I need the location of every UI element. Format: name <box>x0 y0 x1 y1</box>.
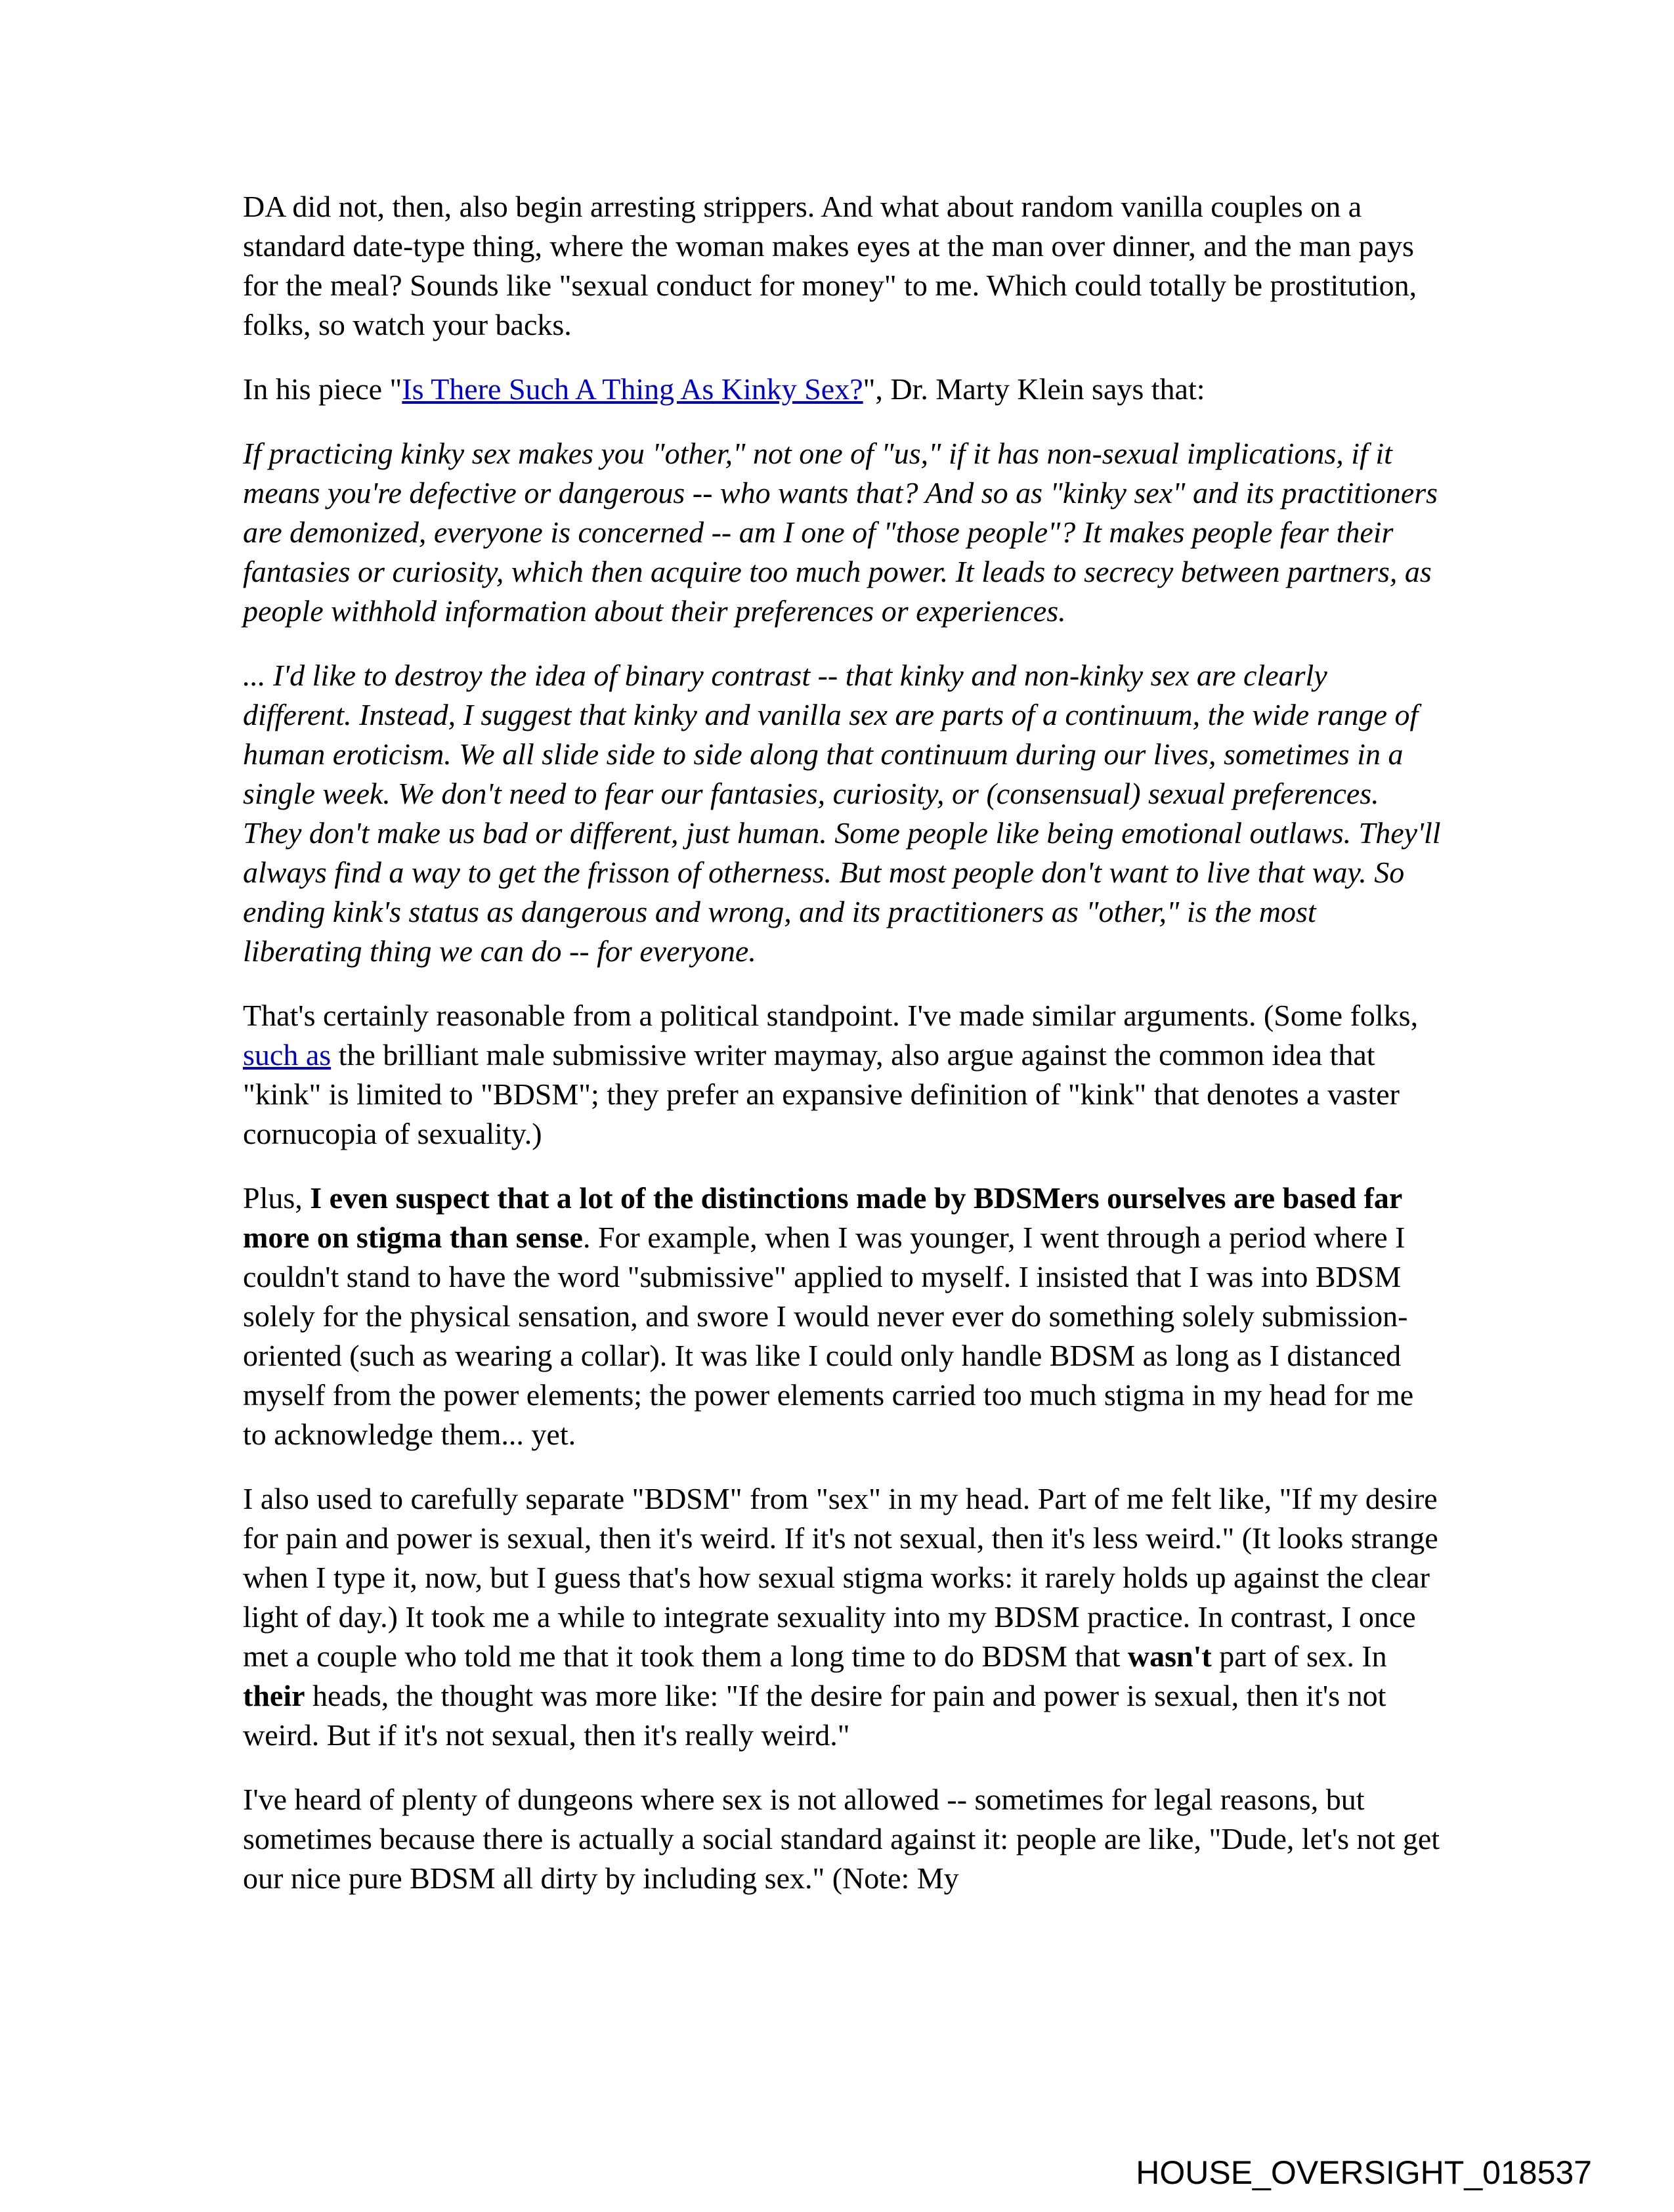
paragraph-stigma-suspect <box>243 1179 1441 1454</box>
text-segment-4: heads, the thought was more like: "If the desire for pain and power is sexual, then it's not weird. But if it's not sexual, then it's really weird." <box>243 1679 1386 1752</box>
bold-wasnt: wasn't <box>1127 1639 1212 1673</box>
text-segment-pre: In his piece " <box>243 372 402 406</box>
text-segment-post: the brilliant male submissive writer maymay, also argue against the common idea that "kink" is limited to "BDSM"; they prefer an expansive definition of "kink" that denotes a vaster cornucopia of sexuality.) <box>243 1038 1400 1150</box>
bold-stigma-claim: I even suspect that a lot of the distinctions made by BDSMers ourselves are based far more on stigma than sense <box>243 1181 1402 1254</box>
text-segment-pre: Plus, <box>243 1181 311 1215</box>
paragraph-klein-intro <box>243 370 1441 409</box>
blockquote-klein-1: If practicing kinky sex makes you "other," not one of "us," if it has non-sexual implications, if it means you're defective or dangerous -- who wants that? And so as "kinky sex" and its practitioners are demonized, everyone is concerned -- am I one of "those people"? It makes people fear their fantasies or curiosity, which then acquire too much power. It leads to secrecy between partners, as people withhold information about their preferences or experiences. <box>243 437 1438 628</box>
text-segment-2: part of sex. In <box>1211 1639 1387 1673</box>
bold-their: their <box>243 1679 305 1712</box>
paragraph-reasonable-standpoint <box>243 996 1441 1154</box>
text-segment-post: ", Dr. Marty Klein says that: <box>863 372 1205 406</box>
paragraph-strippers: DA did not, then, also begin arresting strippers. And what about random vanilla couples on a standard date-type thing, where the woman makes eyes at the man over dinner, and the man pays for the meal? Sounds like "sexual conduct for money" to me. Which could totally be prostitution, folks, so watch your backs. <box>243 190 1417 341</box>
kinky-sex-article-link[interactable]: Is There Such A Thing As Kinky Sex? <box>402 372 863 406</box>
bates-number: HOUSE_OVERSIGHT_018537 <box>1136 2154 1592 2191</box>
text-segment-pre: That's certainly reasonable from a political standpoint. I've made similar arguments. (Some folks, <box>243 999 1419 1032</box>
document-body <box>243 187 1441 1923</box>
paragraph-separate-bdsm-sex <box>243 1479 1441 1755</box>
text-segment-post: . For example, when I was younger, I went through a period where I couldn't stand to have the word "submissive" applied to myself. I insisted that I was into BDSM solely for the physical sensation, and swore I would never ever do something solely submission-oriented (such as wearing a collar). It was like I could only handle BDSM as long as I distanced myself from the power elements; the power elements carried too much stigma in my head for me to acknowledge them... yet. <box>243 1221 1414 1451</box>
text-segment-0: I also used to carefully separate "BDSM" from "sex" in my head. Part of me felt like, "If my desire for pain and power is sexual, then it's weird. If it's not sexual, then it's less weird." (It looks strange when I type it, now, but I guess that's how sexual stigma works: it rarely holds up against the clear light of day.) It took me a while to integrate sexuality into my BDSM practice. In contrast, I once met a couple who told me that it took them a long time to do BDSM that <box>243 1482 1438 1673</box>
such-as-link[interactable]: such as <box>243 1038 332 1072</box>
blockquote-klein-2: ... I'd like to destroy the idea of binary contrast -- that kinky and non-kinky sex are clearly different. Instead, I suggest that kinky and vanilla sex are parts of a continuum, the wide range of human eroticism. We all slide side to side along that continuum during our lives, sometimes in a single week. We don't need to fear our fantasies, curiosity, or (consensual) sexual preferences. They don't make us bad or different, just human. Some people like being emotional outlaws. They'll always find a way to get the frisson of otherness. But most people don't want to live that way. So ending kink's status as dangerous and wrong, and its practitioners as "other," is the most liberating thing we can do -- for everyone. <box>243 659 1441 968</box>
paragraph-dungeons: I've heard of plenty of dungeons where sex is not allowed -- sometimes for legal reasons, but sometimes because there is actually a social standard against it: people are like, "Dude, let's not get our nice pure BDSM all dirty by including sex." (Note: My <box>243 1783 1440 1895</box>
